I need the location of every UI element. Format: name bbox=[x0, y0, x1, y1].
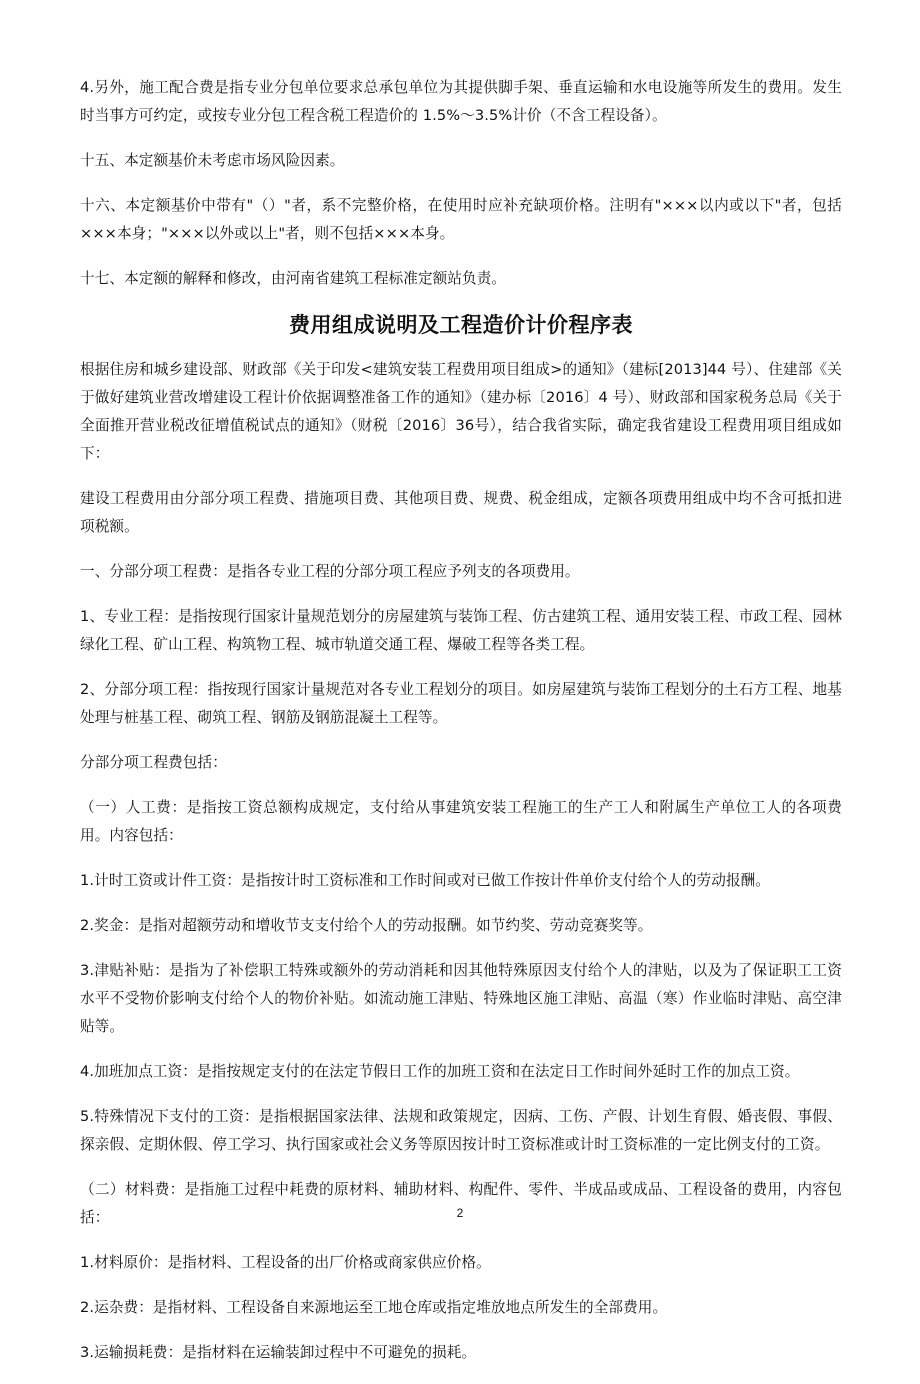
paragraph-sub-items: 2、分部分项工程：指按现行国家计量规范对各专业工程划分的项目。如房屋建筑与装饰工程划分的土石方工程、地基处理与桩基工程、砌筑工程、钢筋及钢筋混凝土工程等。 bbox=[80, 681, 842, 726]
paragraph-item-15: 十五、本定额基价未考虑市场风险因素。 bbox=[80, 152, 345, 169]
paragraph-includes: 分部分项工程费包括： bbox=[80, 754, 227, 771]
section-title: 费用组成说明及工程造价计价程序表 bbox=[289, 313, 633, 337]
paragraph-specialty-works: 1、专业工程：是指按现行国家计量规范划分的房屋建筑与装饰工程、仿古建筑工程、通用安装工程、市政工程、园林绿化工程、矿山工程、构筑物工程、城市轨道交通工程、爆破工程等各类工程。 bbox=[80, 608, 842, 653]
paragraph-labor-cost: （一）人工费：是指按工资总额构成规定，支付给从事建筑安装工程施工的生产工人和附属生产单位工人的各项费用。内容包括： bbox=[80, 799, 842, 844]
paragraph-overtime-wage: 4.加班加点工资：是指按规定支付的在法定节假日工作的加班工资和在法定日工作时间外延时工作的加点工资。 bbox=[80, 1063, 800, 1080]
page-number: 2 bbox=[456, 1206, 464, 1220]
paragraph-transport-loss: 3.运输损耗费：是指材料在运输装卸过程中不可避免的损耗。 bbox=[80, 1344, 477, 1361]
document-page bbox=[80, 74, 842, 1384]
paragraph-item-16: 十六、本定额基价中带有"（）"者，系不完整价格，在使用时应补充缺项价格。注明有"×××以内或以下"者，包括×××本身；"×××以外或以上"者，则不包括×××本身。 bbox=[80, 197, 842, 242]
paragraph-allowance: 3.津贴补贴：是指为了补偿职工特殊或额外的劳动消耗和因其他特殊原因支付给个人的津贴，以及为了保证职工工资水平不受物价影响支付给个人的物价补贴。如流动施工津贴、特殊地区施工津贴、高温（寒）作业临时津贴、高空津贴等。 bbox=[80, 962, 842, 1035]
paragraph-time-piece-wage: 1.计时工资或计件工资：是指按计时工资标准和工作时间或对已做工作按计件单价支付给个人的劳动报酬。 bbox=[80, 872, 771, 889]
paragraph-freight: 2.运杂费：是指材料、工程设备自来源地运至工地仓库或指定堆放地点所发生的全部费用。 bbox=[80, 1299, 668, 1316]
paragraph-bonus: 2.奖金：是指对超额劳动和增收节支支付给个人的劳动报酬。如节约奖、劳动竞赛奖等。 bbox=[80, 917, 653, 934]
paragraph-material-cost: （二）材料费：是指施工过程中耗费的原材料、辅助材料、构配件、零件、半成品或成品、工程设备的费用，内容包括： bbox=[80, 1181, 842, 1226]
paragraph-section-1: 一、分部分项工程费：是指各专业工程的分部分项工程应予列支的各项费用。 bbox=[80, 563, 580, 580]
paragraph-material-price: 1.材料原价：是指材料、工程设备的出厂价格或商家供应价格。 bbox=[80, 1254, 491, 1271]
paragraph-basis: 根据住房和城乡建设部、财政部《关于印发<建筑安装工程费用项目组成>的通知》（建标[2013]44 号）、住建部《关于做好建筑业营改增建设工程计价依据调整准备工作的通知》（建办标〔2016〕4 号）、财政部和国家税务总局《关于全面推开营业税改征增值税试点的通知》（财税〔2016〕36号），结合我省实际，确定我省建设工程费用项目组成如下： bbox=[80, 361, 842, 462]
paragraph-cost-composition: 建设工程费用由分部分项工程费、措施项目费、其他项目费、规费、税金组成，定额各项费用组成中均不含可抵扣进项税额。 bbox=[80, 490, 842, 535]
paragraph-item-17: 十七、本定额的解释和修改，由河南省建筑工程标准定额站负责。 bbox=[80, 270, 507, 287]
paragraph-special-wage: 5.特殊情况下支付的工资：是指根据国家法律、法规和政策规定，因病、工伤、产假、计划生育假、婚丧假、事假、探亲假、定期休假、停工学习、执行国家或社会义务等原因按计时工资标准或计时工资标准的一定比例支付的工资。 bbox=[80, 1108, 842, 1153]
paragraph-construction-coordination-fee: 4.另外，施工配合费是指专业分包单位要求总承包单位为其提供脚手架、垂直运输和水电设施等所发生的费用。发生时当事方可约定，或按专业分包工程含税工程造价的 1.5%～3.5%计价（不含工程设备）。 bbox=[80, 79, 842, 124]
